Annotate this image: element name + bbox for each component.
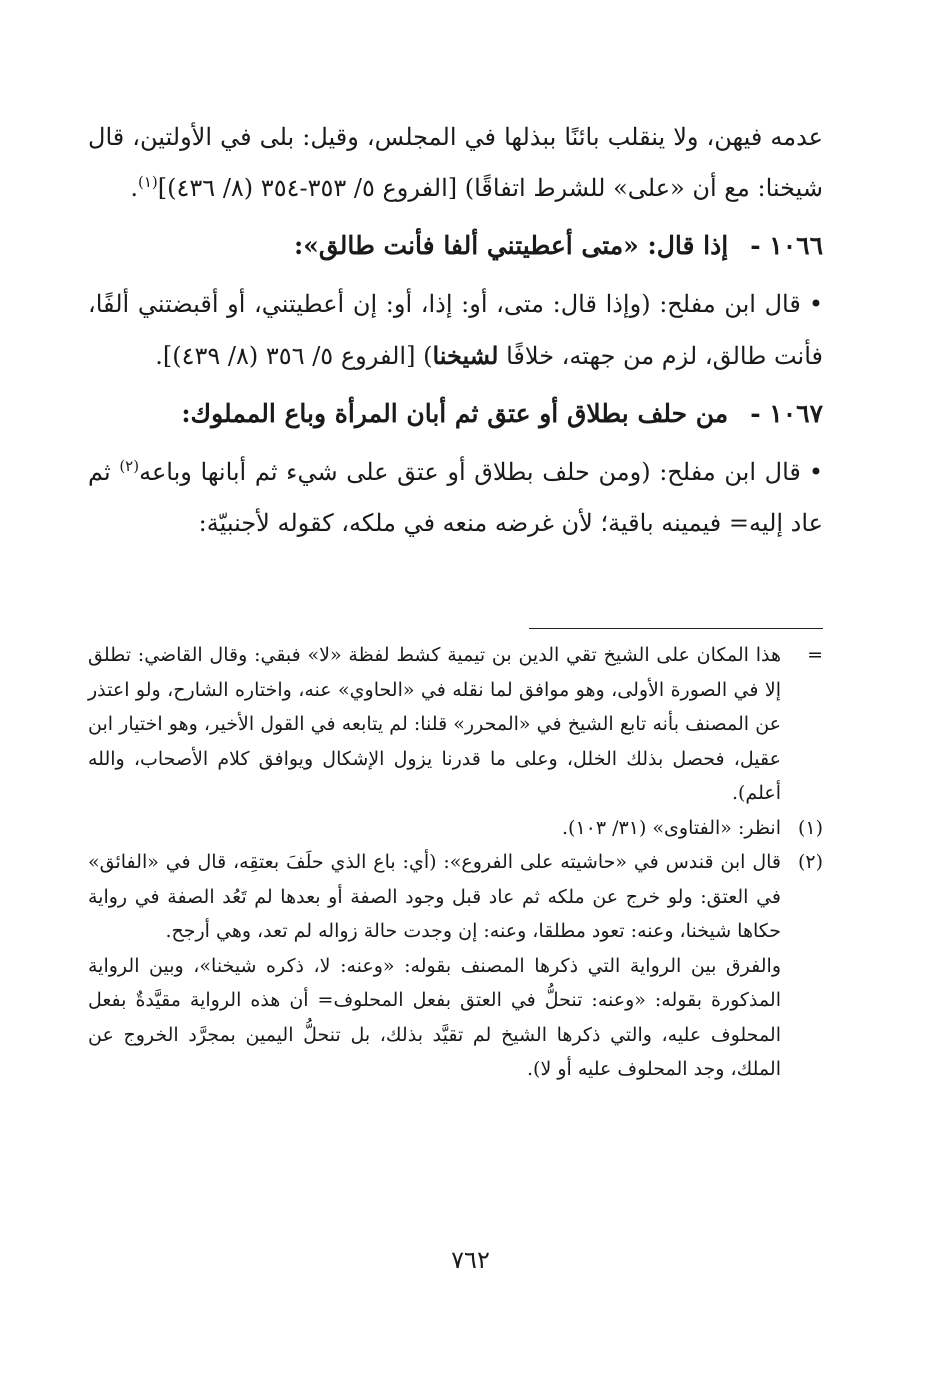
bullet-icon: • — [808, 290, 823, 318]
footnote-continuation — [88, 638, 823, 811]
footnote-2-paragraph-2: والفرق بين الرواية التي ذكرها المصنف بقوله: «وعنه: لا، ذكره شيخنا»، وبين الرواية المذكورة بقوله: «وعنه: تنحلُّ في العتق بفعل المحلوف= أن هذه الرواية مقيَّدةٌ بفعل المحلوف عليه، والتي ذكرها الشيخ لم تقيَّد بذلك، بل تنحلُّ اليمين بمجرَّد الخروج عن الملك، وجد المحلوف عليه أو لا). — [88, 954, 781, 1080]
footnotes — [88, 638, 823, 1087]
footnote-2 — [88, 845, 823, 949]
paragraph-text-end: ثم عاد إليه= فيمينه باقية؛ لأن غرضه منعه في ملكه، كقوله لأجنبيّة: — [88, 458, 823, 537]
paragraph-text: قال ابن مفلح: (وإذا قال: متى، أو: إذا، أو: إن أعطيتني، أو أقبضتني ألفًا، فأنت طالق، لزم من جهته، خلافًا — [88, 290, 823, 370]
heading-number: ١٠٦٧ - — [750, 399, 823, 428]
heading-number: ١٠٦٦ - — [750, 231, 823, 260]
footnote-ref-2: (٢) — [119, 457, 140, 475]
bullet-icon: • — [808, 458, 824, 486]
paragraph-ibn-muflih-1 — [88, 279, 823, 382]
footnote-ref-1: (١) — [138, 173, 158, 191]
footnote-1 — [88, 811, 823, 846]
main-text — [88, 112, 823, 549]
footnote-text: انظر: «الفتاوى» (٣١/ ١٠٣). — [562, 816, 781, 839]
footnote-mark: (٢) — [797, 851, 823, 873]
page-number: ٧٦٢ — [451, 1246, 490, 1274]
bold-term: لشيخنا — [432, 341, 499, 370]
footnote-text: قال ابن قندس في «حاشيته على الفروع»: (أي: باع الذي حلَفَ بعتقِه، قال في «الفائق» في العتق: ولو خرج عن ملكه ثم عاد قبل وجود الصفة أو بعدها لم تَعُد الصفة في رواية حكاها شيخنا، وعنه: تعود مطلقا، وعنه: إن وجدت حالة زواله لم تعد، وهي أرجح. — [88, 851, 781, 942]
section-heading-1066 — [88, 220, 823, 271]
footnote-separator — [529, 628, 823, 629]
paragraph-text: قال ابن مفلح: (ومن حلف بطلاق أو عتق على شيء ثم أبانها وباعه — [139, 458, 801, 486]
continuation-mark: = — [807, 644, 823, 666]
section-heading-1067 — [88, 388, 823, 439]
paragraph-text-end: ) [الفروع ٥/ ٣٥٦ (٨/ ٤٣٩)]. — [155, 342, 433, 370]
heading-title: إذا قال: «متى أعطيتني ألفا فأنت طالق»: — [294, 231, 729, 260]
paragraph-ibn-muflih-2 — [88, 447, 823, 549]
paragraph-text: عدمه فيهن، ولا ينقلب بائنًا ببذلها في المجلس، وقيل: بلى في الأولتين، قال شيخنا: مع أن «على» للشرط اتفاقًا) [الفروع ٥/ ٣٥٣-٣٥٤ (٨/ ٤٣٦)] — [88, 123, 823, 202]
paragraph-end: . — [130, 174, 138, 202]
footnote-text: هذا المكان على الشيخ تقي الدين بن تيمية كشط لفظة «لا» فبقي: وقال القاضي: تطلق إلا في الصورة الأولى، وهو موافق لما نقله في «الحاوي» عنه، واختاره الشارح، ولو اعتذر عن المصنف بأنه تابع الشيخ في «المحرر» قلنا: لم يتابعه في القول الأخير، وهو اختيار ابن عقيل، فحصل بذلك الخلل، وعلى ما قدرنا يزول الإشكال ويوافق كلام الأصحاب، والله أعلم). — [88, 644, 781, 804]
heading-title: من حلف بطلاق أو عتق ثم أبان المرأة وباع المملوك: — [181, 399, 729, 428]
paragraph-continuation — [88, 112, 823, 214]
footnote-mark: (١) — [797, 816, 823, 839]
